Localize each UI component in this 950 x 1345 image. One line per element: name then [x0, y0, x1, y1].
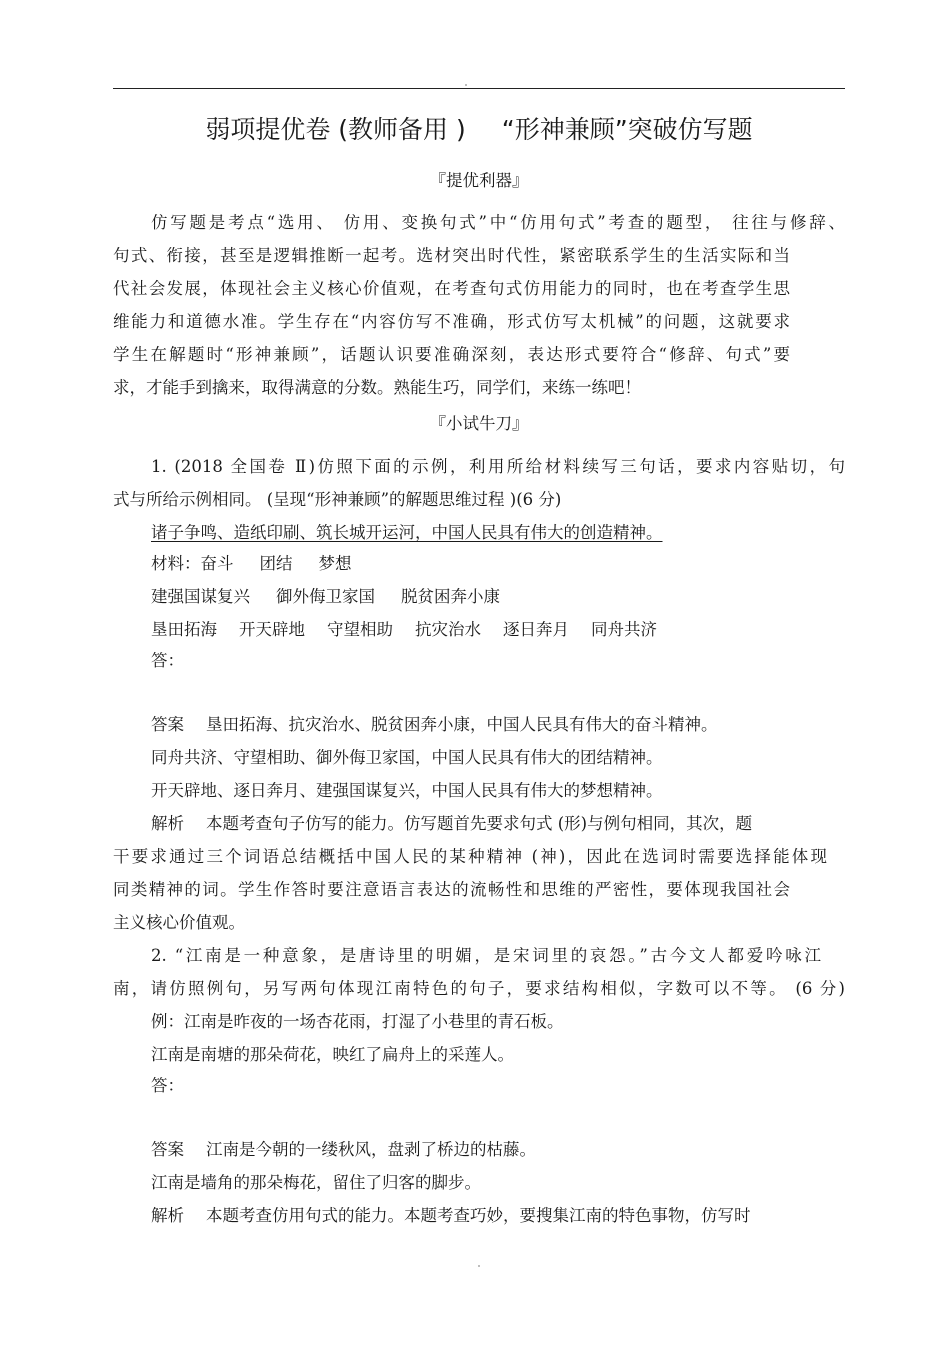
title-part2: “形神兼顾”突破仿写题: [501, 115, 753, 144]
q1-materials-row3: [151, 619, 845, 641]
analysis-label: 解析: [151, 1206, 184, 1225]
answer-text: 垦田拓海、抗灾治水、脱贫困奔小康，中国人民具有伟大的奋斗精神。: [206, 715, 718, 734]
q2-example: 例：江南是昨夜的一场杏花雨，打湿了小巷里的青石板。: [151, 1012, 564, 1031]
intro-line: 代社会发展，体现社会主义核心价值观，在考查句式仿用能力的同时，也在考查学生思: [113, 279, 790, 298]
q2-stem: 2. “江南是一种意象，是唐诗里的明媚，是宋词里的哀怨。”古今文人都爱吟咏江: [151, 946, 821, 965]
material-label: 材料：: [151, 554, 201, 573]
analysis-text: 本题考查仿用句式的能力。本题考查巧妙，要搜集江南的特色事物，仿写时: [206, 1206, 751, 1225]
material-phrase: 开天辟地: [239, 620, 305, 639]
material-phrase: 御外侮卫家国: [276, 587, 375, 606]
answer-label: 答案: [151, 715, 184, 734]
q1-analysis-line: 干要求通过三个词语总结概括中国人民的某种精神 (神)，因此在选词时需要选择能体现: [113, 847, 827, 866]
material-phrase: 脱贫困奔小康: [401, 587, 500, 606]
analysis-text: 本题考查句子仿写的能力。仿写题首先要求句式 (形)与例句相同，其次，题: [206, 814, 753, 833]
scan-dot-top: [465, 84, 467, 86]
q2-answer-line: 江南是墙角的那朵梅花，留住了归客的脚步。: [151, 1173, 481, 1192]
header-rule: [113, 88, 845, 89]
material-word: 团结: [259, 554, 293, 573]
q1-example: [151, 522, 845, 544]
intro-line: 求，才能手到擒来，取得满意的分数。熟能生巧，同学们，来练一练吧！: [113, 378, 641, 397]
q1-materials-row2: [151, 586, 845, 608]
q2-answer-line: [151, 1139, 845, 1161]
q2-example: 江南是南塘的那朵荷花，映红了扁舟上的采莲人。: [151, 1045, 514, 1064]
material-phrase: 守望相助: [327, 620, 393, 639]
intro-line: 句式、衔接，甚至是逻辑推断一起考。选材突出时代性，紧密联系学生的生活实际和当: [113, 246, 790, 265]
material-phrase: 建强国谋复兴: [151, 587, 250, 606]
answer-label: 答案: [151, 1140, 184, 1159]
q2-stem: 南，请仿照例句，另写两句体现江南特色的句子，要求结构相似，字数可以不等。 (6 分): [113, 979, 845, 998]
q1-analysis-line: [151, 813, 845, 835]
scan-dot-bottom: [478, 1265, 480, 1267]
q1-analysis-line: 主义核心价值观。: [113, 913, 245, 932]
q2-answer-prompt: 答：: [151, 1076, 184, 1095]
intro-line: 学生在解题时“形神兼顾”，话题认识要准确深刻，表达形式要符合“修辞、句式”要: [113, 345, 790, 364]
material-word: 梦想: [318, 554, 352, 573]
material-phrase: 同舟共济: [591, 620, 657, 639]
material-word: 奋斗: [200, 554, 234, 573]
q1-stem: 1. (2018 全国卷 Ⅱ)仿照下面的示例，利用所给材料续写三句话，要求内容贴切，句: [151, 457, 845, 476]
page-title: [113, 112, 845, 148]
section-heading-xiaoshi: 『小试牛刀』: [429, 414, 529, 433]
material-phrase: 垦田拓海: [151, 620, 217, 639]
material-phrase: 逐日奔月: [503, 620, 569, 639]
intro-line: 维能力和道德水准。学生存在“内容仿写不准确，形式仿写太机械”的问题，这就要求: [113, 312, 790, 331]
title-part1: 弱项提优卷 (教师备用 ): [205, 115, 466, 144]
q1-analysis-line: 同类精神的词。学生作答时要注意语言表达的流畅性和思维的严密性，要体现我国社会: [113, 880, 790, 899]
section-heading-tiyou: 『提优利器』: [429, 171, 529, 190]
q1-answer-line: [151, 714, 845, 736]
q2-analysis-line: [151, 1205, 845, 1227]
answer-text: 江南是今朝的一缕秋风，盘剥了桥边的枯藤。: [206, 1140, 536, 1159]
material-phrase: 抗灾治水: [415, 620, 481, 639]
q1-example-text: 诸子争鸣、造纸印刷、筑长城开运河，中国人民具有伟大的创造精神。: [151, 523, 663, 542]
q1-answer-line: 开天辟地、逐日奔月、建强国谋复兴，中国人民具有伟大的梦想精神。: [151, 781, 663, 800]
q1-materials-row1: [151, 553, 845, 575]
q1-answer-prompt: 答：: [151, 651, 184, 670]
intro-line: 仿写题是考点“选用、 仿用、变换句式”中“仿用句式”考查的题型， 往往与修辞、: [151, 213, 845, 232]
analysis-label: 解析: [151, 814, 184, 833]
q1-answer-line: 同舟共济、守望相助、御外侮卫家国，中国人民具有伟大的团结精神。: [151, 748, 663, 767]
q1-stem: 式与所给示例相同。 (呈现“形神兼顾”的解题思维过程 )(6 分): [113, 490, 562, 509]
